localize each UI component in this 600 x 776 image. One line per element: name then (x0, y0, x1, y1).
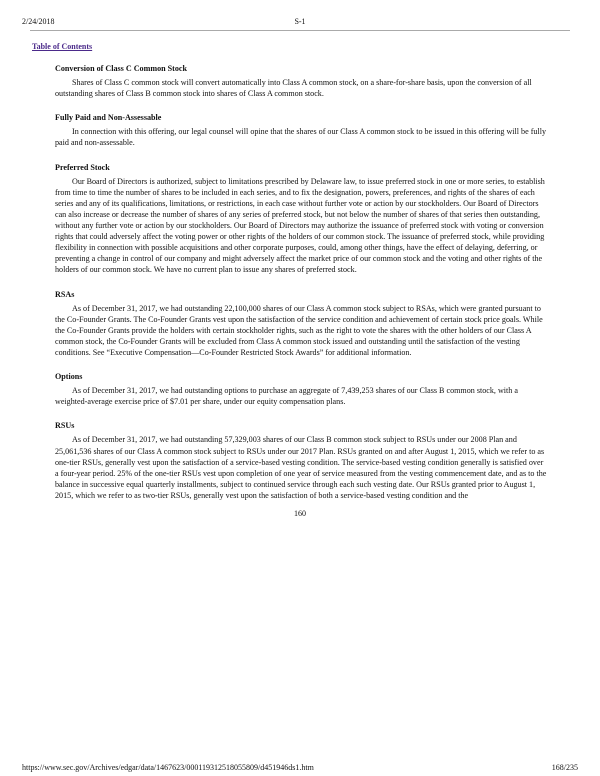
section-options (55, 371, 547, 407)
section-paragraph: Our Board of Directors is authorized, subject to limitations prescribed by Delaware law, to issue preferred stock in one or more series, to establish from time to time the number of shares to be included in each series, and to fix the designation, powers, preferences, and rights of the shares of each series and any of its qualifications, limitations, or restrictions, in each case without further vote or action by our stockholders. Our Board of Directors can also increase or decrease the number of shares of any series of preferred stock, but not below the number of shares of that series then outstanding, without any further vote or action by our stockholders. Our Board of Directors may authorize the issuance of preferred stock with voting or conversion rights that could adversely affect the voting power or other rights of the holders of our common stock. The issuance of preferred stock, while providing flexibility in connection with possible acquisitions and other corporate purposes, could, among other things, have the effect of delaying, deferring, or preventing a change in control of our company and might adversely affect the market price of our common stock and the voting and other rights of the holders of our common stock. We have no current plan to issue any shares of preferred stock. (55, 176, 545, 275)
footer-url: https://www.sec.gov/Archives/edgar/data/1467623/000119312518055809/d451946ds1.htm (22, 763, 314, 772)
print-date: 2/24/2018 (22, 17, 55, 26)
section-paragraph: As of December 31, 2017, we had outstanding 57,329,003 shares of our Class B common stock subject to RSUs under our 2008 Plan and 25,061,536 shares of our Class A common stock subject to RSUs under our 2017 Plan. RSUs granted on and after August 1, 2015, which we refer to as one-tier RSUs, generally vest upon the satisfaction of a service-based vesting condition. The service-based vesting condition generally is satisfied over a four-year period. 25% of the one-tier RSUs vest upon completion of one year of service measured from the vesting commencement date, and as to the balance in successive equal quarterly installments, subject to continued service through each such vesting date. Our RSUs granted prior to August 1, 2015, which we refer to as two-tier RSUs, generally vest upon the satisfaction of both a service-based vesting condition and the (55, 435, 547, 500)
header-divider (30, 30, 570, 31)
section-fully-paid (55, 112, 547, 148)
section-heading: Conversion of Class C Common Stock (55, 64, 187, 73)
section-paragraph: As of December 31, 2017, we had outstanding 22,100,000 shares of our Class A common stock subject to RSAs, which were granted pursuant to the Co-Founder Grants. The Co-Founder Grants vest upon the satisfaction of the service condition and achievement of certain stock price goals. While the Co-Founder Grants provide the holders with certain stockholder rights, such as the right to vote the shares with the other holders of our Class A common stock, the Co-Founder Grants will be excluded from Class A common stock issued and outstanding until the satisfaction of the vesting conditions. See “Executive Compensation—Co-Founder Restricted Stock Awards” for additional information. (55, 303, 543, 357)
section-heading: RSAs (55, 289, 75, 299)
section-heading: Options (55, 372, 83, 382)
section-heading: RSUs (55, 421, 75, 431)
table-of-contents-link[interactable]: Table of Contents (32, 42, 93, 51)
document-body (55, 63, 547, 514)
section-preferred-stock (55, 162, 547, 276)
footer-page-count: 168/235 (551, 763, 578, 772)
page-number: 160 (294, 509, 306, 518)
section-paragraph: In connection with this offering, our legal counsel will opine that the shares of our Class A common stock to be issued in this offering will be fully paid and non-assessable. (55, 127, 547, 148)
document-title: S-1 (294, 17, 306, 26)
section-rsus (55, 420, 547, 501)
section-conversion-class-c (55, 63, 547, 99)
section-heading: Fully Paid and Non-Assessable (55, 113, 162, 123)
section-heading: Preferred Stock (55, 162, 110, 172)
section-paragraph: As of December 31, 2017, we had outstanding options to purchase an aggregate of 7,439,253 shares of our Class B common stock, with a weighted-average exercise price of $7.01 per share, under our equity compensation plans. (55, 386, 518, 407)
section-paragraph: Shares of Class C common stock will convert automatically into Class A common stock, on a share-for-share basis, upon the conversion of all outstanding shares of Class B common stock into shares of Class A common stock. (55, 78, 532, 99)
section-rsas (55, 289, 547, 359)
